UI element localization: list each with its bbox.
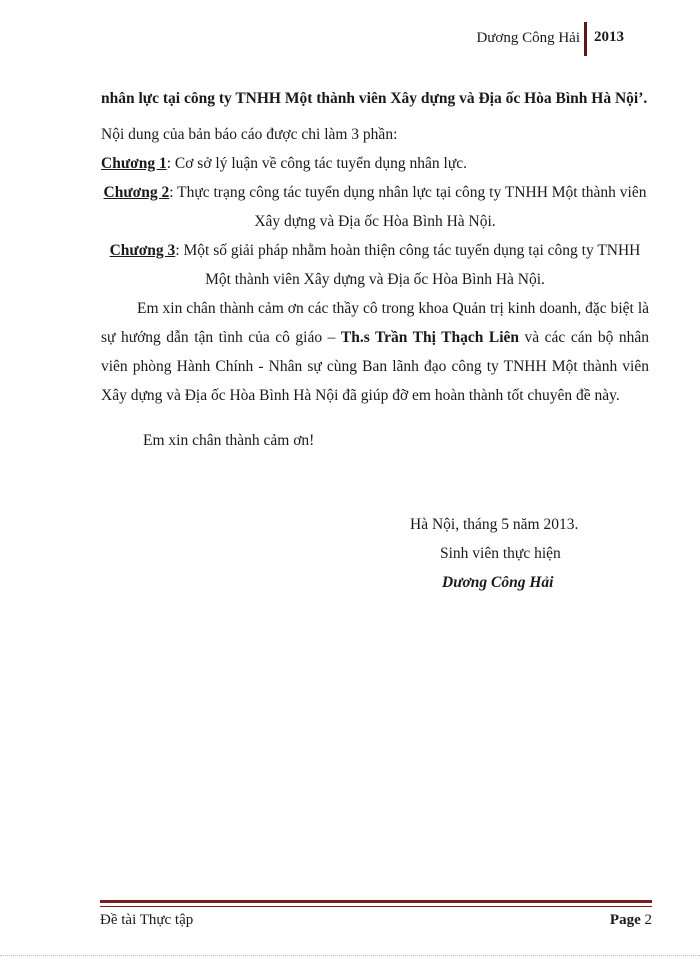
signature-block	[410, 510, 610, 597]
thanks-part-1: Em xin chân thành cảm ơn các thầy cô trong khoa Quản trị kinh doanh, đặc biệt là sự hướng dẫn tận tình của cô giáo –	[101, 300, 649, 346]
place-date: Hà Nội, tháng 5 năm 2013.	[410, 516, 579, 533]
closing-line: Em xin chân thành cảm ơn!	[143, 432, 315, 449]
signer-name: Dương Công Hải	[442, 574, 554, 591]
page-break-line	[0, 955, 700, 956]
chapter-3-text: : Một số giải pháp nhằm hoàn thiện công tác tuyển dụng tại công ty TNHH Một thành viên Xây dựng và Địa ốc Hòa Bình Hà Nội.	[175, 242, 641, 288]
intro-tail: nhân lực tại công ty TNHH Một thành viên Xây dựng và Địa ốc Hòa Bình Hà Nội’.	[101, 90, 648, 107]
footer-rule-thick	[100, 900, 652, 903]
chapter-1	[101, 149, 649, 178]
footer-title: Đề tài Thực tập	[100, 912, 194, 928]
chapter-3-label: Chương 3	[109, 242, 176, 259]
signer-role: Sinh viên thực hiện	[440, 545, 561, 562]
footer-page-word: Page	[609, 912, 641, 928]
chapter-2-label: Chương 2	[103, 184, 170, 201]
page-header	[0, 22, 700, 56]
footer-page-number: 2	[644, 912, 652, 928]
footer-page	[610, 912, 652, 929]
header-separator	[584, 22, 587, 56]
chapter-3	[101, 236, 649, 294]
advisor-name: Th.s Trần Thị Thạch Liên	[340, 329, 520, 346]
footer-rule-thin	[100, 906, 652, 907]
chapter-2-text: : Thực trạng công tác tuyển dụng nhân lực tại công ty TNHH Một thành viên Xây dựng và Địa ốc Hòa Bình Hà Nội.	[169, 184, 647, 230]
document-body	[101, 84, 649, 455]
contents-lead: Nội dung của bản báo cáo được chi làm 3 phần:	[101, 126, 398, 143]
header-author: Dương Công Hải	[476, 30, 580, 46]
thanks-part-2: và các cán bộ nhân viên phòng Hành Chính - Nhân sự cùng Ban lãnh đạo công ty TNHH Một thành viên Xây dựng và Địa ốc Hòa Bình Hà Nội đã giúp đỡ em hoàn thành tốt chuyên đề này.	[101, 329, 649, 404]
chapter-1-text: : Cơ sở lý luận về công tác tuyển dụng nhân lực.	[166, 155, 467, 172]
thanks-paragraph	[101, 294, 649, 410]
header-year: 2013	[594, 29, 624, 45]
chapter-2	[101, 178, 649, 236]
chapter-1-label: Chương 1	[101, 155, 167, 172]
